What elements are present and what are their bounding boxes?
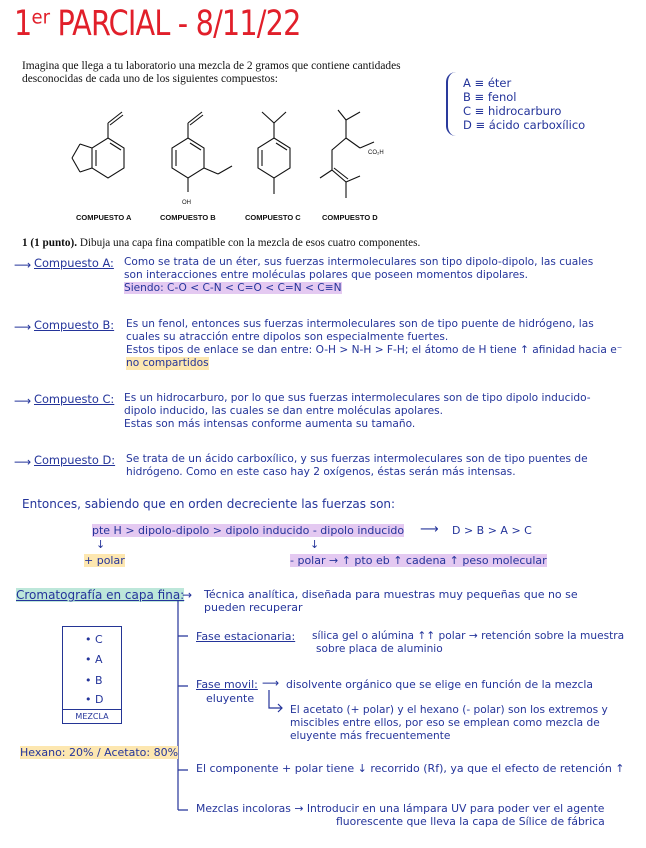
question [22,237,420,249]
legend-c: C ≡ hidrocarburo [463,104,562,118]
compuesto-d-label: Compuesto D: [34,453,116,467]
structure-b [172,112,232,192]
branch-arrow-icon [266,690,286,716]
tlc-heading: Cromatografía en capa fina: [16,588,185,602]
legend-b: B ≡ fenol [463,90,517,104]
arrow-icon: → [182,588,193,602]
tlc-plate [62,626,122,724]
mobile-label: Fase movil: [196,678,258,691]
oh-label: OH [182,200,191,206]
structure-d [320,110,374,198]
mobile-sub: eluyente [206,692,255,705]
polar-note: El componente + polar tiene ↓ recorrido (Rf), ya que el efecto de retención ↑ [196,762,625,775]
stationary-label: Fase estacionaria: [196,630,296,643]
compuesto-b-text: Es un fenol, entonces sus fuerzas intermoleculares son de tipo puente de hidrógeno, las cuales su atracción entre dipolos son especialmente fuertes. Estos tipos de enlace se dan entre: O-H > N-H > F-H; el átomo de H tiene ↑ afinidad hacia e⁻ no compartidos [126,318,623,369]
compound-a-label: COMPUESTO A [76,213,132,222]
compuesto-c-text: Es un hidrocarburo, por lo que sus fuerzas intermoleculares son de tipo dipolo inducido- dipolo inducido, las cuales se dan entre moléculas apolares. Estas son más intensas conforme aumenta su tamaño. [124,392,591,430]
compuesto-d-text: Se trata de un ácido carboxílico, y sus fuerzas intermoleculares son de tipo puentes de hidrógeno. Como en este caso hay 2 oxígenos, éstas serán más intensas. [126,453,588,478]
order-result: D > B > A > C [452,524,532,537]
compound-d-label: COMPUESTO D [322,213,378,222]
compuesto-a-text: Como se trata de un éter, sus fuerzas intermoleculares son tipo dipolo-dipolo, las cuales son interacciones entre moléculas polares que poseen momentos dipolares. Siendo: C-O < C-N < C=O < C=N < C≡N [124,256,594,294]
order-line: pte H > dipolo-dipolo > dipolo inducido - dipolo inducido [92,524,405,537]
compound-c-label: COMPUESTO C [245,213,301,222]
mobile-solvent: disolvente orgánico que se elige en función de la mezcla [286,678,594,691]
question-text: Dibuja una capa fina compatible con la mezcla de esos cuatro componentes. [79,237,421,249]
structure-c [258,112,290,194]
compuesto-c-label: Compuesto C: [34,392,115,406]
arrow-icon: ⟶ [14,455,32,469]
less-polar: - polar → ↑ pto eb ↑ cadena ↑ peso molecular [290,554,547,567]
mobile-extremes: El acetato (+ polar) y el hexano (- polar) son los extremos y miscibles entre ellos, por eso se emplean como mezcla de eluyente más frecuentemente [290,704,608,742]
down-arrow-icon: ↓ [310,538,320,551]
solvent-ratio: Hexano: 20% / Acetato: 80% [20,746,179,759]
colorless-note: Mezclas incoloras → Introducir en una lámpara UV para poder ver el agente fluorescente que lleva la capa de Sílice de fábrica [196,802,605,828]
spot-d: • D [85,693,104,706]
down-arrow-icon: ↓ [96,538,106,551]
polarity-series: Siendo: C-O < C-N < C=O < C=N < C≡N [124,282,342,294]
mixture-label: MEZCLA [63,709,121,723]
compound-structures [68,98,408,214]
stationary-text: sílica gel o alúmina ↑↑ polar → retención sobre la muestra sobre placa de aluminio [312,630,625,655]
arrow-icon: ⟶ [262,676,280,690]
spot-c: • C [85,633,103,646]
legend-brace [446,72,458,136]
arrow-icon: ⟶ [14,394,32,408]
co2h-label: CO₂H [368,150,384,156]
arrow-icon: ⟶ [14,258,32,272]
legend-d: D ≡ ácido carboxílico [463,118,586,132]
order-arrow: ⟶ [420,522,439,537]
legend-a: A ≡ éter [463,76,512,90]
compuesto-a-label: Compuesto A: [34,256,114,270]
compound-legend [463,76,585,132]
more-polar: + polar [84,554,125,567]
tlc-definition: Técnica analítica, diseñada para muestras muy pequeñas que no se pueden recuperar [204,588,578,614]
page-title: 1ᵉʳ PARCIAL - 8/11/22 [14,4,301,44]
order-intro: Entonces, sabiendo que en orden decreciente las fuerzas son: [22,497,396,511]
structure-a [72,112,124,178]
compuesto-b-label: Compuesto B: [34,318,115,332]
spot-a: • A [85,653,103,666]
intro-text: Imagina que llega a tu laboratorio una mezcla de 2 gramos que contiene cantidades desconocidas de cada uno de los siguientes compuestos: [22,60,401,85]
compound-b-label: COMPUESTO B [160,213,216,222]
question-number: 1 (1 punto). [22,237,78,249]
arrow-icon: ⟶ [14,320,32,334]
spot-b: • B [85,674,103,687]
